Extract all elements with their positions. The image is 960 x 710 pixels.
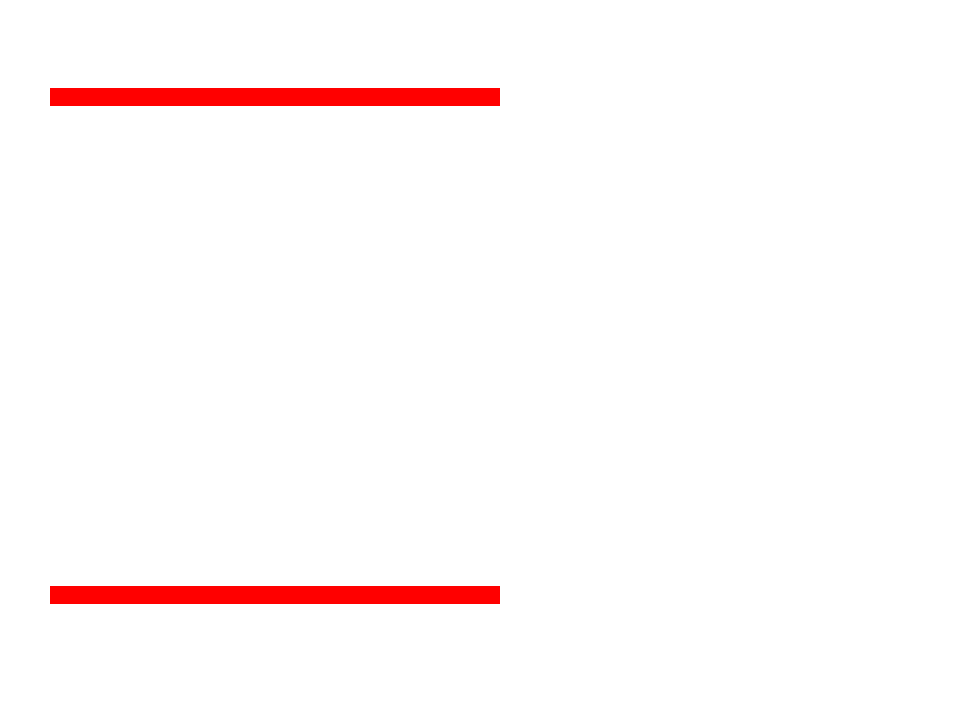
specialty-bar-pharmacy <box>50 88 500 106</box>
specialty-bar-physio <box>50 586 500 604</box>
